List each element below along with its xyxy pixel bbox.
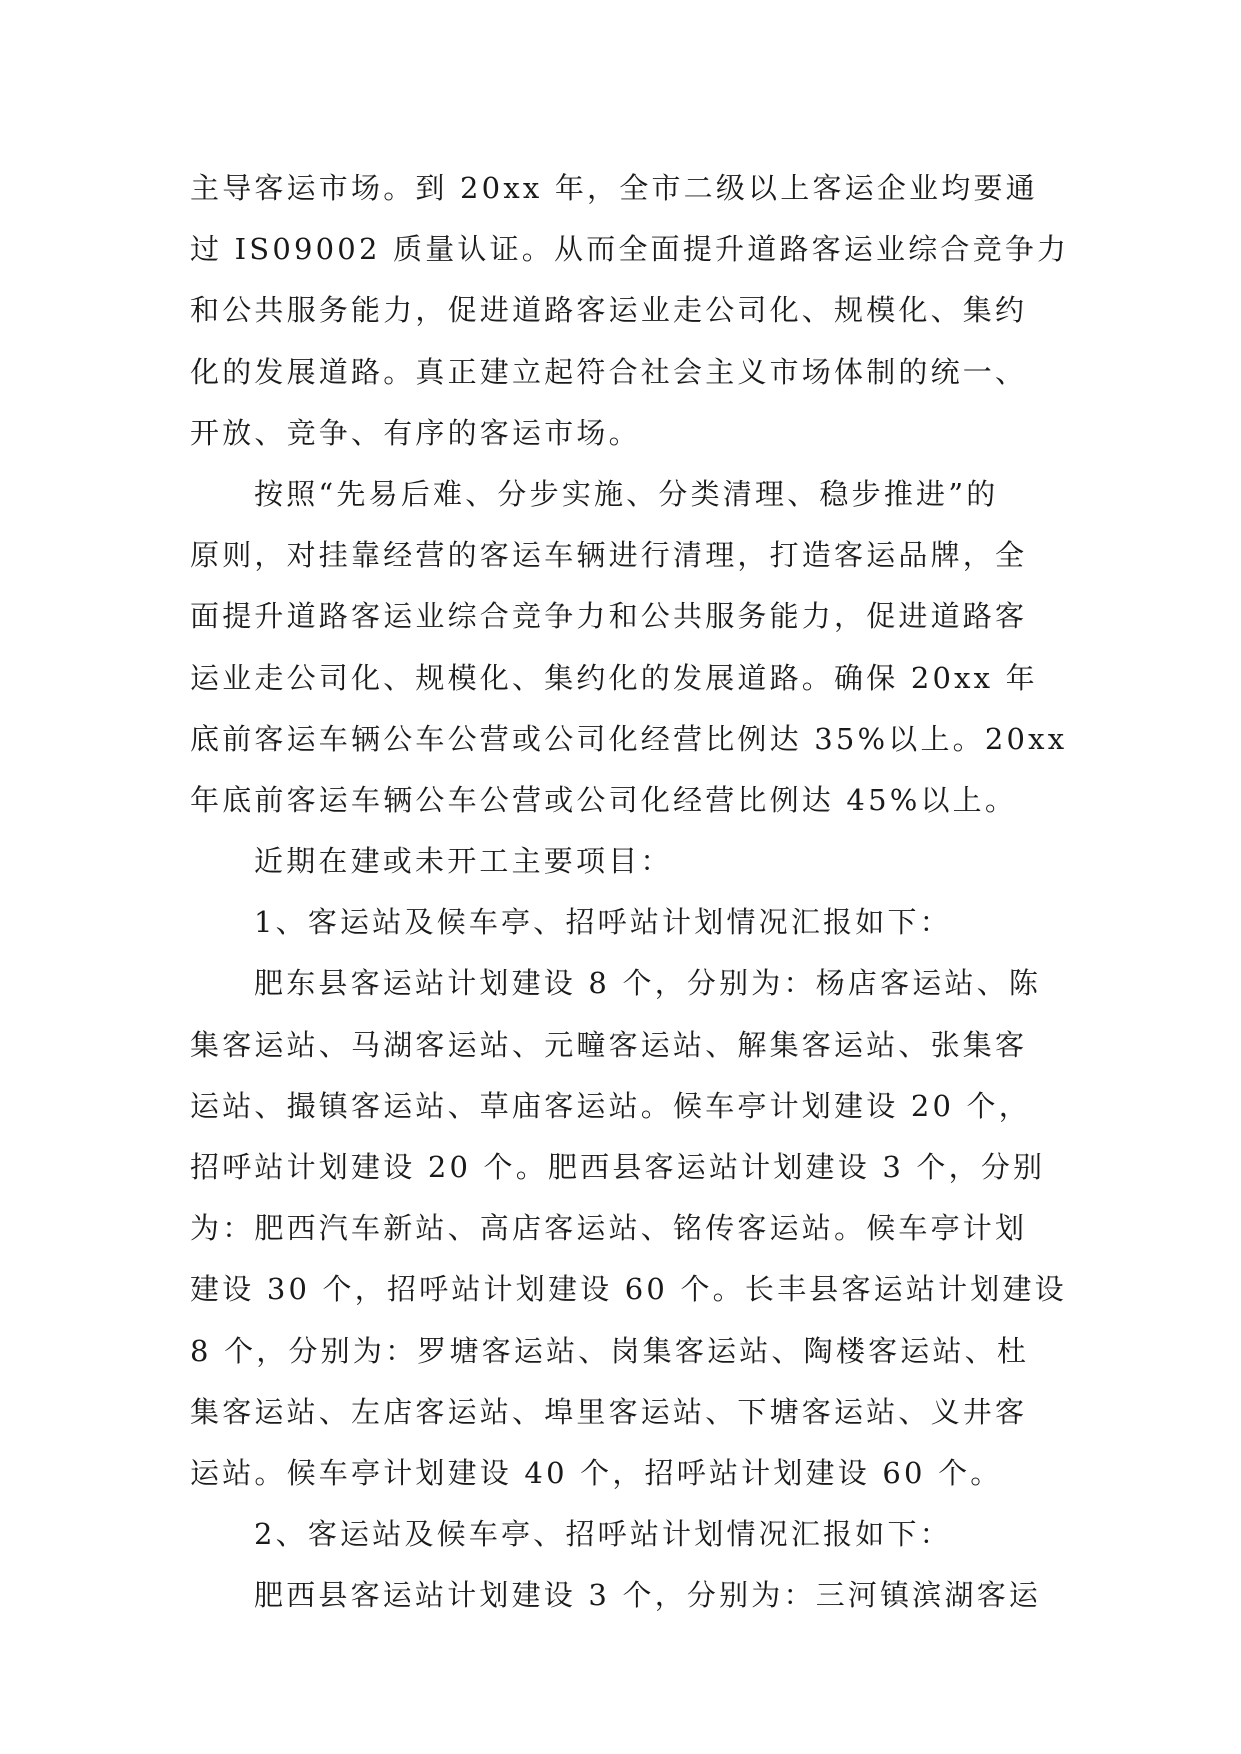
text-line: 2、客运站及候车亭、招呼站计划情况汇报如下： (254, 1517, 952, 1552)
text-line: 近期在建或未开工主要项目： (254, 844, 673, 879)
text-line: 集客运站、马湖客运站、元疃客运站、解集客运站、张集客 (190, 1027, 1028, 1062)
text-line: 运业走公司化、规模化、集约化的发展道路。确保 20xx 年 (190, 660, 1038, 695)
text-line: 主导客运市场。到 20xx 年，全市二级以上客运企业均要通 (190, 171, 1038, 205)
text-line: 化的发展道路。真正建立起符合社会主义市场体制的统一、 (190, 354, 1028, 389)
text-line: 开放、竞争、有序的客运市场。 (190, 415, 641, 450)
text-line: 底前客运车辆公车公营或公司化经营比例达 35%以上。20xx (190, 721, 1068, 756)
text-line: 原则，对挂靠经营的客运车辆进行清理，打造客运品牌，全 (190, 538, 1028, 573)
text-line: 建设 30 个，招呼站计划建设 60 个。长丰县客运站计划建设 (190, 1272, 1067, 1307)
text-line: 集客运站、左店客运站、埠里客运站、下塘客运站、义井客 (190, 1394, 1028, 1429)
text-line: 肥东县客运站计划建设 8 个，分别为：杨店客运站、陈 (254, 966, 1042, 1001)
text-line: 8 个，分别为：罗塘客运站、岗集客运站、陶楼客运站、杜 (190, 1333, 1030, 1368)
text-line: 过 IS09002 质量认证。从而全面提升道路客运业综合竞争力 (190, 232, 1070, 267)
text-line: 招呼站计划建设 20 个。肥西县客运站计划建设 3 个，分别 (190, 1150, 1046, 1184)
text-line: 年底前客运车辆公车公营或公司化经营比例达 45%以上。 (190, 782, 1018, 817)
text-line: 按照“先易后难、分步实施、分类清理、稳步推进”的 (254, 476, 999, 511)
document-body (190, 158, 1070, 1627)
text-line: 为：肥西汽车新站、高店客运站、铭传客运站。候车亭计划 (190, 1211, 1028, 1246)
text-line: 1、客运站及候车亭、招呼站计划情况汇报如下： (254, 905, 952, 940)
text-line: 运站。候车亭计划建设 40 个，招呼站计划建设 60 个。 (190, 1455, 1003, 1490)
text-line: 面提升道路客运业综合竞争力和公共服务能力，促进道路客 (190, 599, 1028, 634)
text-line: 和公共服务能力，促进道路客运业走公司化、规模化、集约 (190, 293, 1028, 328)
text-line: 运站、撮镇客运站、草庙客运站。候车亭计划建设 20 个， (190, 1088, 1031, 1123)
text-line: 肥西县客运站计划建设 3 个，分别为：三河镇滨湖客运 (254, 1578, 1042, 1613)
